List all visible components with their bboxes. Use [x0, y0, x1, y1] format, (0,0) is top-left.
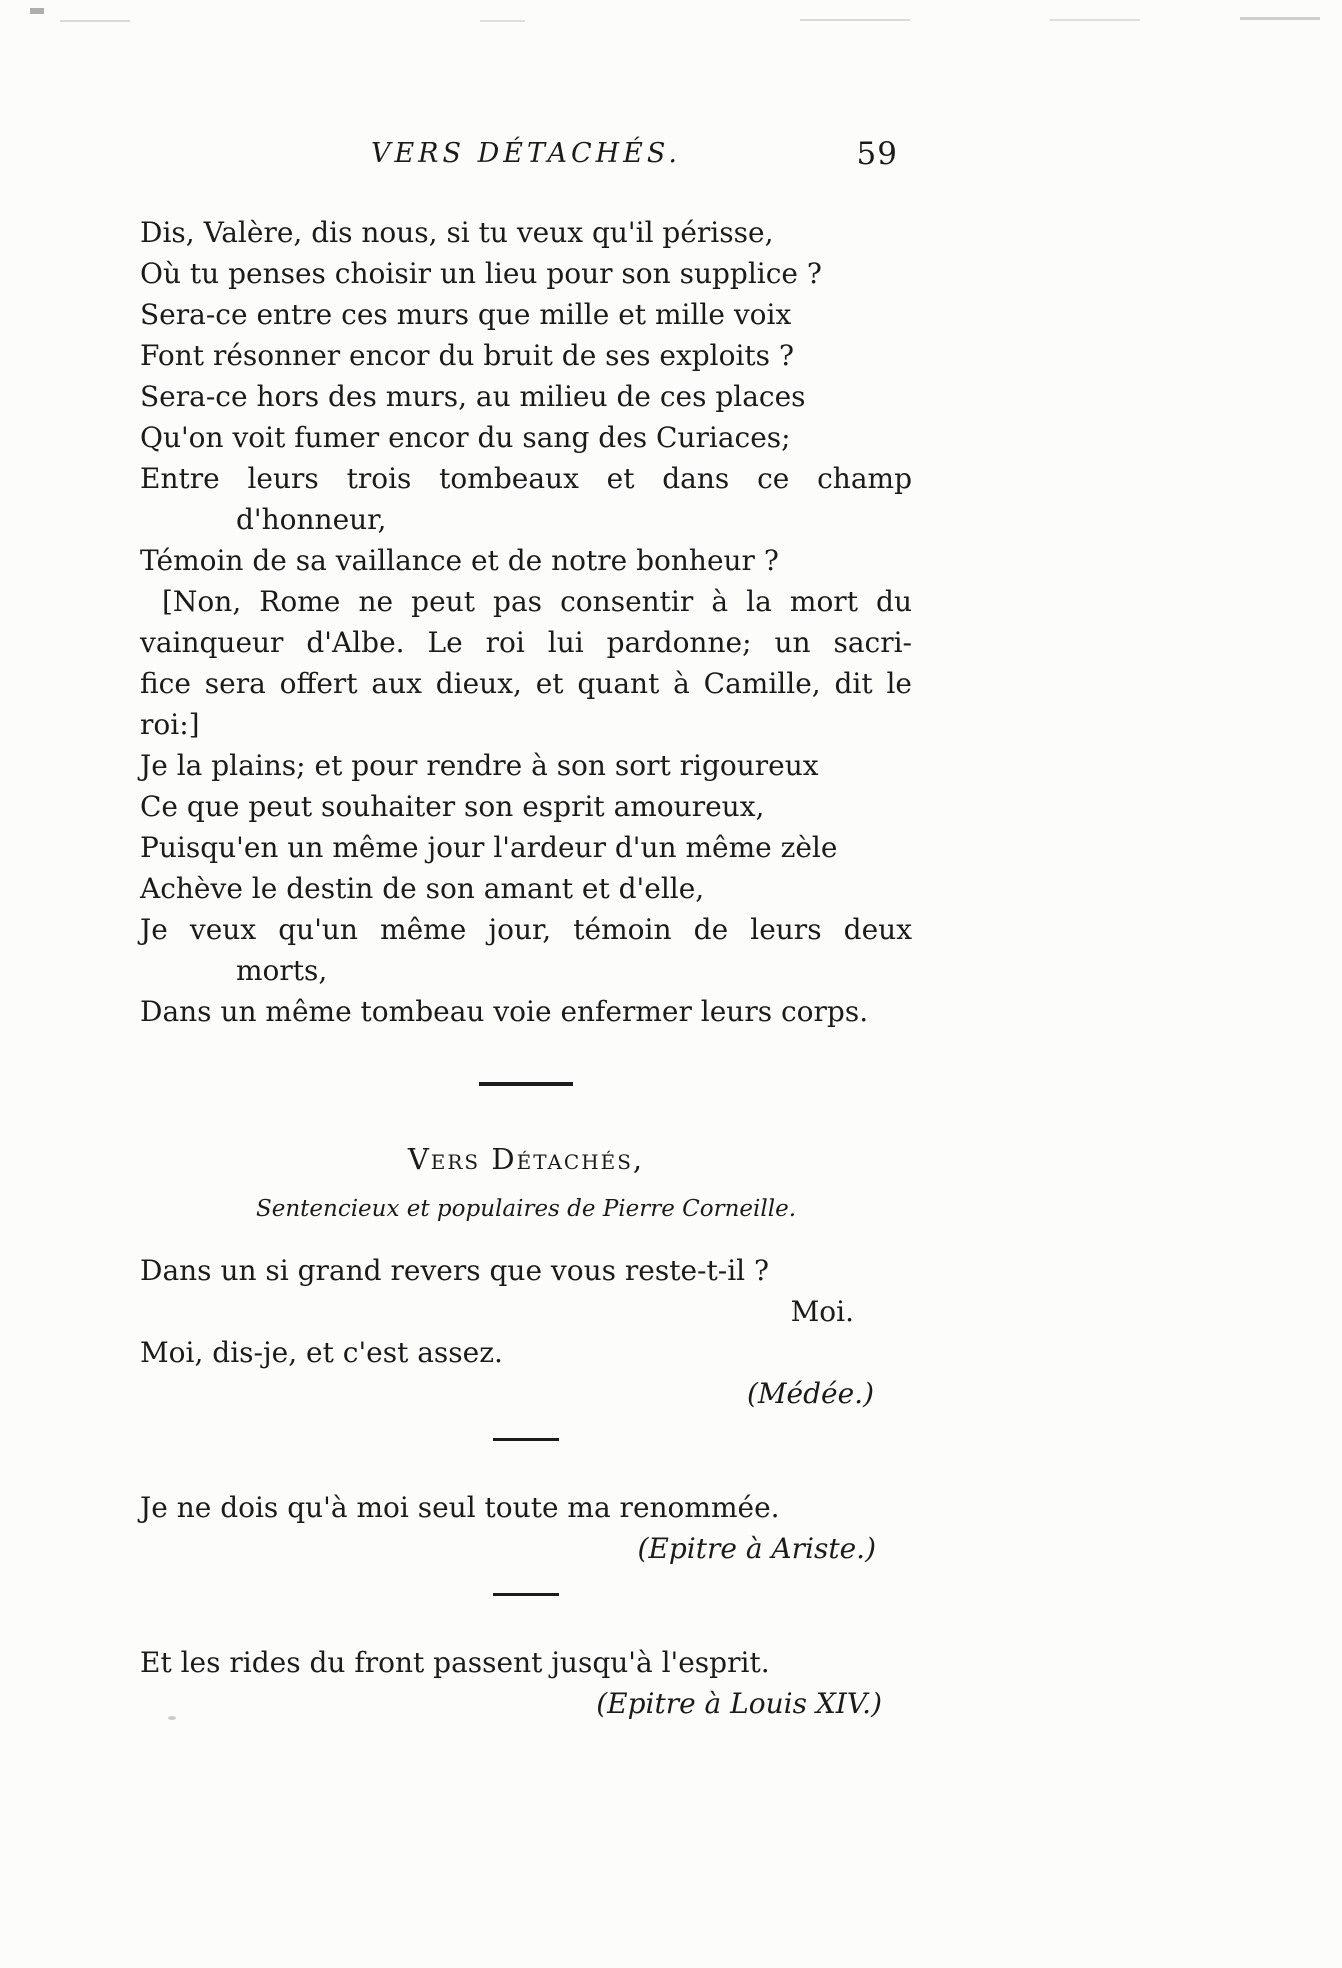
poem-line: Où tu penses choisir un lieu pour son supplice ?: [140, 257, 822, 290]
poem-line: Qu'on voit fumer encor du sang des Curiaces;: [140, 421, 791, 454]
poem-line: Je veux qu'un même jour, témoin de leurs deux: [140, 913, 912, 946]
text-column: [140, 138, 912, 1724]
scan-artifact: [480, 20, 525, 22]
running-head: [140, 138, 912, 176]
poem-line: Puisqu'en un même jour l'ardeur d'un même zèle: [140, 831, 838, 864]
scan-artifact: [30, 8, 44, 14]
poem-line: Sera-ce hors des murs, au milieu de ces places: [140, 380, 806, 413]
quote-ariste: [140, 1487, 912, 1569]
page-number: 59: [856, 136, 898, 172]
quote-attribution: (Médée.): [746, 1377, 874, 1410]
poem-line: Je la plains; et pour rendre à son sort rigoureux: [140, 749, 819, 782]
poem-line: Achève le destin de son amant et d'elle,: [140, 872, 705, 905]
scan-artifact: [800, 19, 910, 21]
quote-line: Et les rides du front passent jusqu'à l'esprit.: [140, 1646, 770, 1679]
quote-line: Moi, dis-je, et c'est assez.: [140, 1336, 503, 1369]
section-divider: [479, 1082, 573, 1086]
section-divider: [493, 1593, 559, 1596]
quote-medee: [140, 1250, 912, 1414]
poem-line: [Non, Rome ne peut pas consentir à la mort du: [162, 585, 912, 618]
scan-artifact: [60, 20, 130, 22]
poem-line: fice sera offert aux dieux, et quant à Camille, dit le: [140, 667, 912, 700]
running-title: VERS DÉTACHÉS.: [370, 138, 682, 169]
poem-line: Dans un même tombeau voie enfermer leurs corps.: [140, 995, 869, 1028]
poem-verses: [140, 212, 912, 1032]
poem-line: Ce que peut souhaiter son esprit amoureux,: [140, 790, 765, 823]
quote-attribution: (Epitre à Ariste.): [637, 1532, 876, 1565]
poem-line: Font résonner encor du bruit de ses exploits ?: [140, 339, 794, 372]
section-heading: Vers Détachés,: [407, 1142, 645, 1176]
quote-reply: Moi.: [790, 1295, 854, 1328]
poem-line: Entre leurs trois tombeaux et dans ce champ: [140, 462, 912, 495]
quote-line: Dans un si grand revers que vous reste-t-il ?: [140, 1254, 770, 1287]
poem-line: Dis, Valère, dis nous, si tu veux qu'il périsse,: [140, 216, 774, 249]
scan-artifact: [1050, 19, 1140, 21]
scan-artifact: [1240, 17, 1320, 20]
quote-attribution: (Epitre à Louis XIV.): [596, 1687, 882, 1720]
quote-louis-xiv: [140, 1642, 912, 1724]
poem-line: d'honneur,: [236, 503, 387, 536]
poem-line: Sera-ce entre ces murs que mille et mille voix: [140, 298, 792, 331]
poem-line: morts,: [236, 954, 328, 987]
poem-line: roi:]: [140, 708, 200, 741]
section-subtitle: Sentencieux et populaires de Pierre Corneille.: [255, 1196, 797, 1222]
section-divider: [493, 1438, 559, 1441]
poem-line: vainqueur d'Albe. Le roi lui pardonne; un sacri-: [140, 626, 912, 659]
quote-line: Je ne dois qu'à moi seul toute ma renommée.: [140, 1491, 780, 1524]
poem-line: Témoin de sa vaillance et de notre bonheur ?: [140, 544, 779, 577]
